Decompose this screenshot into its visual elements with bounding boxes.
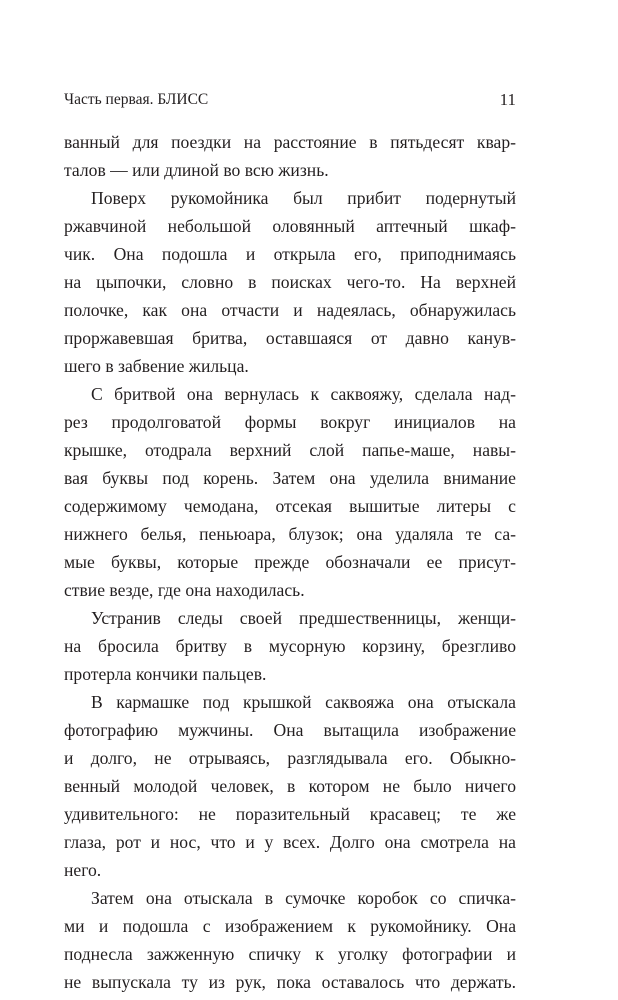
text-line: ствие везде, где она находилась.: [64, 580, 305, 600]
body-text: [64, 128, 516, 996]
text-line: ржавчиной небольшой оловянный аптечный шкаф-: [64, 216, 516, 236]
text-line: крышке, отодрала верхний слой папье-маше, навы-: [64, 440, 516, 460]
text-line: содержимому чемодана, отсекая вышитые литеры с: [64, 496, 516, 516]
book-page: [64, 0, 516, 1000]
text-line: Поверх рукомойника был прибит подернутый: [91, 188, 516, 208]
text-line: него.: [64, 860, 102, 880]
text-line: ванный для поездки на расстояние в пятьдесят квар-: [64, 132, 516, 152]
text-line: протерла кончики пальцев.: [64, 664, 267, 684]
text-line: проржавевшая бритва, оставшаяся от давно канув-: [64, 328, 516, 348]
text-line: венный молодой человек, в котором не было ничего: [64, 776, 516, 796]
section-title: Часть первая. БЛИСС: [64, 91, 209, 108]
running-head: [64, 88, 516, 112]
text-line: рез продолговатой формы вокруг инициалов на: [64, 412, 516, 432]
text-line: Затем она отыскала в сумочке коробок со спичка-: [91, 888, 516, 908]
text-line: удивительного: не поразительный красавец; те же: [64, 804, 516, 824]
text-line: талов — или длиной во всю жизнь.: [64, 160, 329, 180]
text-line: на бросила бритву в мусорную корзину, брезгливо: [64, 636, 516, 656]
text-line: шего в забвение жильца.: [64, 356, 249, 376]
text-line: фотографию мужчины. Она вытащила изображение: [64, 720, 516, 740]
text-line: на цыпочки, словно в поисках чего-то. На верхней: [64, 272, 516, 292]
text-line: вая буквы под корень. Затем она уделила внимание: [64, 468, 516, 488]
page-number: 11: [499, 90, 516, 109]
text-line: Устранив следы своей предшественницы, женщи-: [91, 608, 516, 628]
text-line: не выпускала ту из рук, пока оставалось что держать.: [64, 972, 516, 992]
text-line: глаза, рот и нос, что и у всех. Долго она смотрела на: [64, 832, 516, 852]
text-line: и долго, не отрываясь, разглядывала его. Обыкно-: [64, 748, 516, 768]
text-line: С бритвой она вернулась к саквояжу, сделала над-: [91, 384, 516, 404]
text-line: В кармашке под крышкой саквояжа она отыскала: [91, 692, 516, 712]
text-line: ми и подошла с изображением к рукомойнику. Она: [64, 916, 516, 936]
text-line: чик. Она подошла и открыла его, приподнимаясь: [64, 244, 516, 264]
text-line: нижнего белья, пеньюара, блузок; она удаляла те са-: [64, 524, 516, 544]
text-line: поднесла зажженную спичку к уголку фотографии и: [64, 944, 516, 964]
text-line: полочке, как она отчасти и надеялась, обнаружилась: [64, 300, 516, 320]
text-line: мые буквы, которые прежде обозначали ее присут-: [64, 552, 516, 572]
